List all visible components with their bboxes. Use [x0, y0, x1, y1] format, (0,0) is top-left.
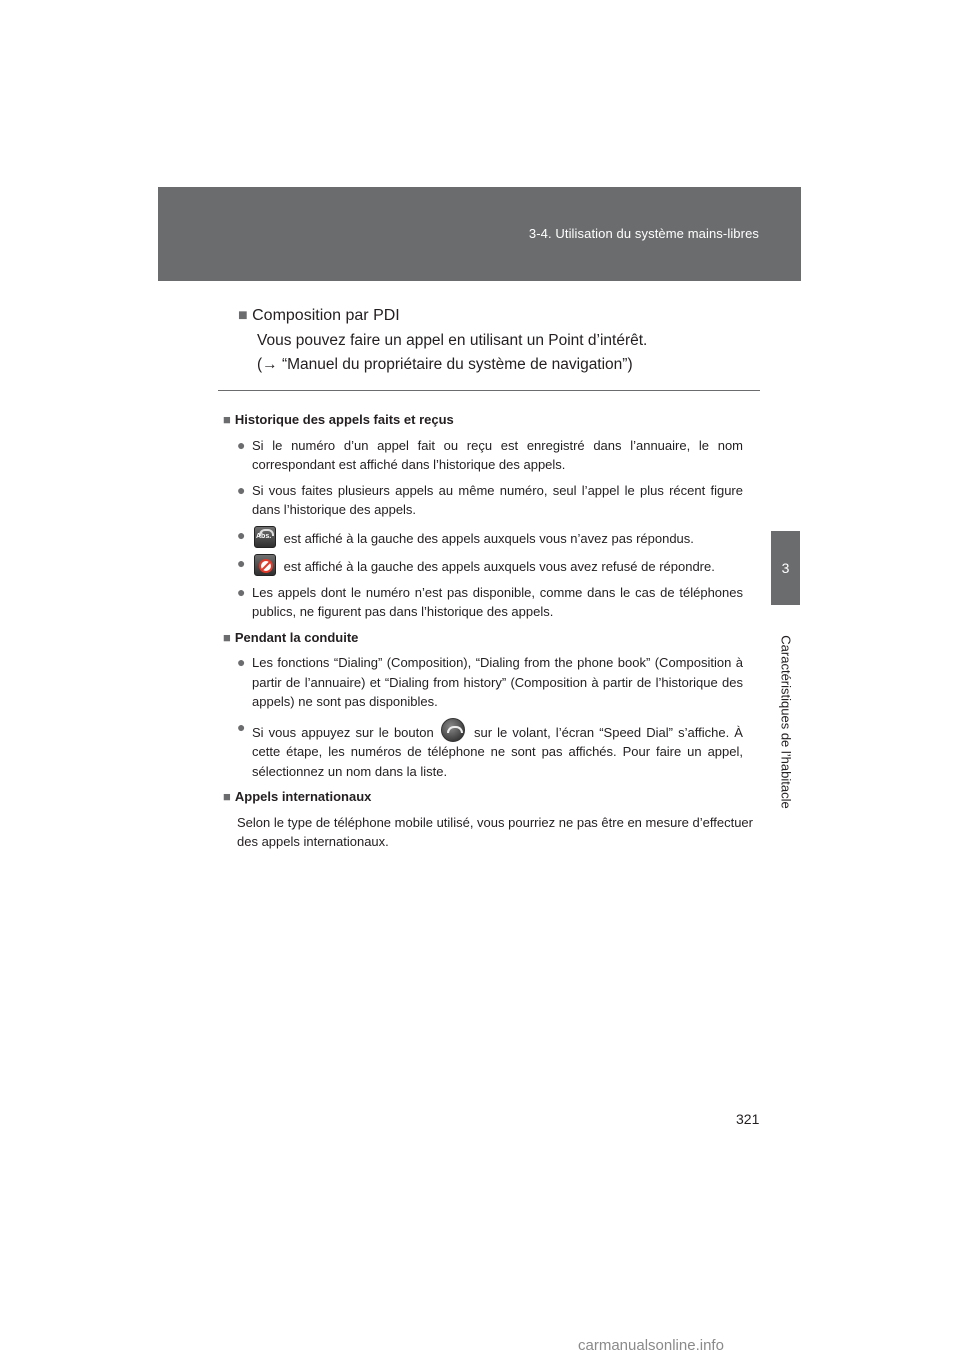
driving-bullet-1: Les fonctions “Dialing” (Composition), “Dialing from the phone book” (Composition à partir de l’annuaire) et “Dialing from history” (Composition à partir de l’historique des appels) ne sont pas disponibles.: [252, 655, 743, 709]
square-bullet-icon: ■: [223, 789, 231, 804]
list-item: [223, 554, 753, 577]
list-item: [223, 436, 753, 475]
section-title: 3-4. Utilisation du système mains-libres: [528, 226, 759, 241]
history-bullet-2: Si vous faites plusieurs appels au même numéro, seul l’appel le plus récent figure dans l’historique des appels.: [252, 482, 743, 517]
missed-call-icon-label: Abs.: [256, 533, 272, 540]
bullet-icon: ●: [237, 436, 246, 453]
bullet-icon: ●: [237, 718, 246, 735]
chapter-tab-number: 3: [771, 531, 800, 605]
missed-call-icon: [254, 526, 276, 548]
square-bullet-icon: ■: [223, 629, 231, 645]
chapter-tab-title: [771, 612, 800, 832]
international-heading-text: Appels internationaux: [234, 789, 372, 804]
poi-dialing-body: [238, 329, 758, 377]
footer-watermark: carmanualsonline.info: [578, 1337, 724, 1354]
history-heading-text: Historique des appels faits et reçus: [234, 412, 454, 427]
driving-bullet-2-before: Si vous appuyez sur le bouton: [252, 724, 434, 740]
international-heading: [223, 787, 753, 807]
bullet-icon: ●: [237, 555, 246, 571]
bullet-icon: ●: [237, 583, 246, 600]
poi-dialing-section: [238, 305, 758, 377]
chapter-tab-title-text: Caractéristiques de l’habitacle: [778, 635, 793, 809]
square-bullet-icon: ■: [223, 412, 231, 427]
history-bullet-3: est affiché à la gauche des appels auxquels vous n’avez pas répondus.: [283, 530, 694, 546]
section-divider: [218, 390, 760, 391]
international-text: Selon le type de téléphone mobile utilisé, vous pourriez ne pas être en mesure d’effectuer des appels internationaux.: [237, 814, 753, 849]
history-heading: [223, 410, 753, 430]
talk-button-icon: [441, 718, 465, 742]
list-item: [223, 526, 753, 549]
driving-heading: [223, 628, 753, 648]
poi-dialing-title: Composition par PDI: [252, 307, 400, 324]
history-bullet-1: Si le numéro d’un appel fait ou reçu est enregistré dans l’annuaire, le nom correspondant est affiché dans l’historique des appels.: [252, 437, 743, 472]
square-bullet-icon: ■: [238, 307, 248, 324]
list-item: [223, 583, 753, 622]
list-item: [223, 653, 753, 712]
notes-section: [223, 410, 753, 852]
poi-dialing-line-1: Vous pouvez faire un appel en utilisant un Point d’intérêt.: [257, 332, 648, 349]
list-item: [223, 718, 753, 782]
page-number: 321: [736, 1111, 760, 1127]
bullet-icon: ●: [237, 526, 246, 543]
history-bullet-5: Les appels dont le numéro n’est pas disponible, comme dans le cas de téléphones publics, ne figurent pas dans l’historique des appels.: [252, 584, 743, 619]
driving-bullet-2-after: sur le volant, l’écran “Speed Dial” s’affiche. À cette étape, les numéros de téléphone ne sont pas affichés. Pour faire un appel, sélectionnez un nom dans la liste.: [252, 724, 743, 779]
rejected-call-icon: [254, 554, 276, 576]
poi-dialing-heading: [238, 305, 758, 327]
chapter-header-band: [158, 187, 801, 281]
history-bullet-4: est affiché à la gauche des appels auxquels vous avez refusé de répondre.: [283, 559, 715, 574]
bullet-icon: ●: [237, 654, 246, 670]
driving-heading-text: Pendant la conduite: [234, 629, 359, 645]
poi-dialing-line-2: (→ “Manuel du propriétaire du système de navigation”): [257, 356, 633, 373]
list-item: [223, 481, 753, 520]
bullet-icon: ●: [237, 481, 246, 498]
